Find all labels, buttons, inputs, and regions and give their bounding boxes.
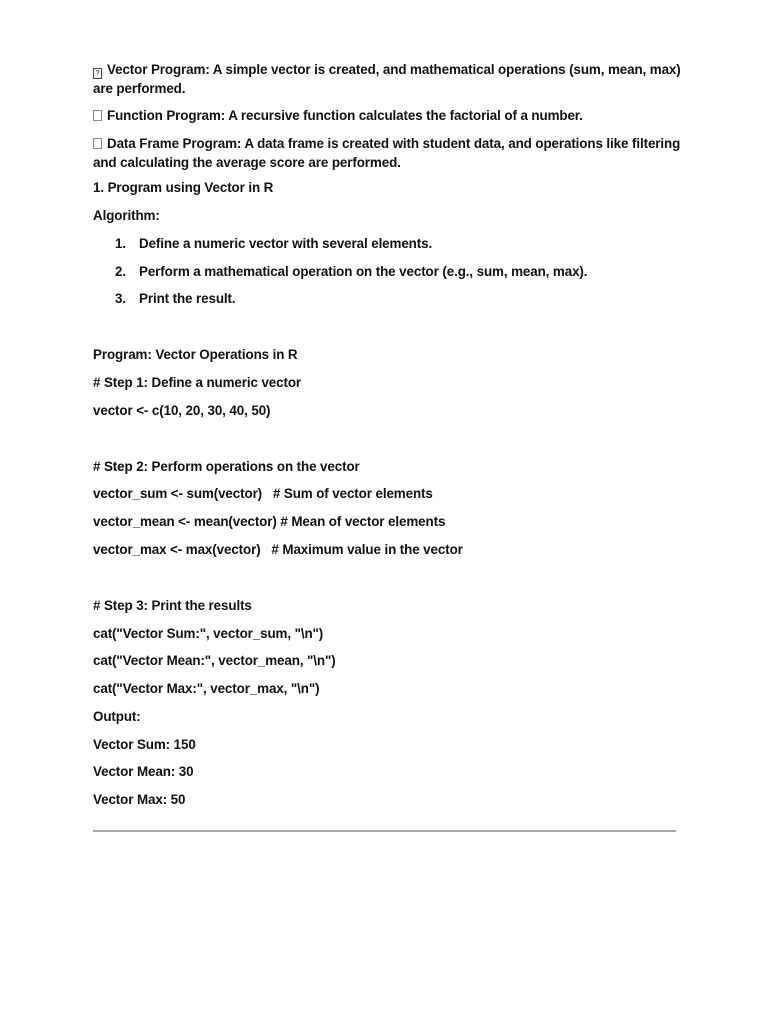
algorithm-step (115, 264, 587, 279)
intro-text-function: Function Program: A recursive function calculates the factorial of a number. (107, 108, 583, 123)
code-line: cat("Vector Max:", vector_max, "\n") (93, 681, 320, 696)
intro-paragraph-dataframe (93, 134, 681, 172)
missing-glyph-icon (93, 138, 102, 149)
code-line: cat("Vector Sum:", vector_sum, "\n") (93, 626, 324, 641)
missing-glyph-icon (93, 110, 102, 121)
algorithm-step (115, 236, 432, 251)
intro-text-vector: Vector Program: A simple vector is created, and mathematical operations (sum, mean, max) are performed. (93, 62, 681, 96)
code-line: vector_sum <- sum(vector) # Sum of vector elements (93, 486, 433, 501)
program-title: Program: Vector Operations in R (93, 347, 298, 362)
output-line: Vector Sum: 150 (93, 737, 196, 752)
missing-glyph-icon: ? (93, 68, 102, 79)
output-label: Output: (93, 709, 141, 724)
intro-paragraph-function (93, 106, 681, 125)
code-line: vector_mean <- mean(vector) # Mean of vector elements (93, 514, 446, 529)
step-text: Print the result. (139, 291, 236, 306)
step-number: 3. (115, 291, 126, 306)
code-line: cat("Vector Mean:", vector_mean, "\n") (93, 653, 336, 668)
code-line: # Step 3: Print the results (93, 598, 252, 613)
step-number: 1. (115, 236, 126, 251)
code-line: # Step 2: Perform operations on the vector (93, 459, 360, 474)
step-text: Perform a mathematical operation on the vector (e.g., sum, mean, max). (139, 264, 588, 279)
output-line: Vector Mean: 30 (93, 764, 194, 779)
section-heading: 1. Program using Vector in R (93, 180, 274, 195)
intro-paragraph-vector (93, 60, 681, 98)
step-number: 2. (115, 264, 126, 279)
step-text: Define a numeric vector with several elements. (139, 236, 433, 251)
code-line: vector <- c(10, 20, 30, 40, 50) (93, 403, 271, 418)
output-line: Vector Max: 50 (93, 792, 186, 807)
code-line: vector_max <- max(vector) # Maximum value in the vector (93, 542, 463, 557)
algorithm-label: Algorithm: (93, 208, 160, 223)
algorithm-step (115, 291, 236, 306)
intro-text-dataframe: Data Frame Program: A data frame is created with student data, and operations like filtering and calculating the average score are performed. (93, 136, 681, 170)
code-line: # Step 1: Define a numeric vector (93, 375, 302, 390)
horizontal-rule (93, 830, 676, 832)
